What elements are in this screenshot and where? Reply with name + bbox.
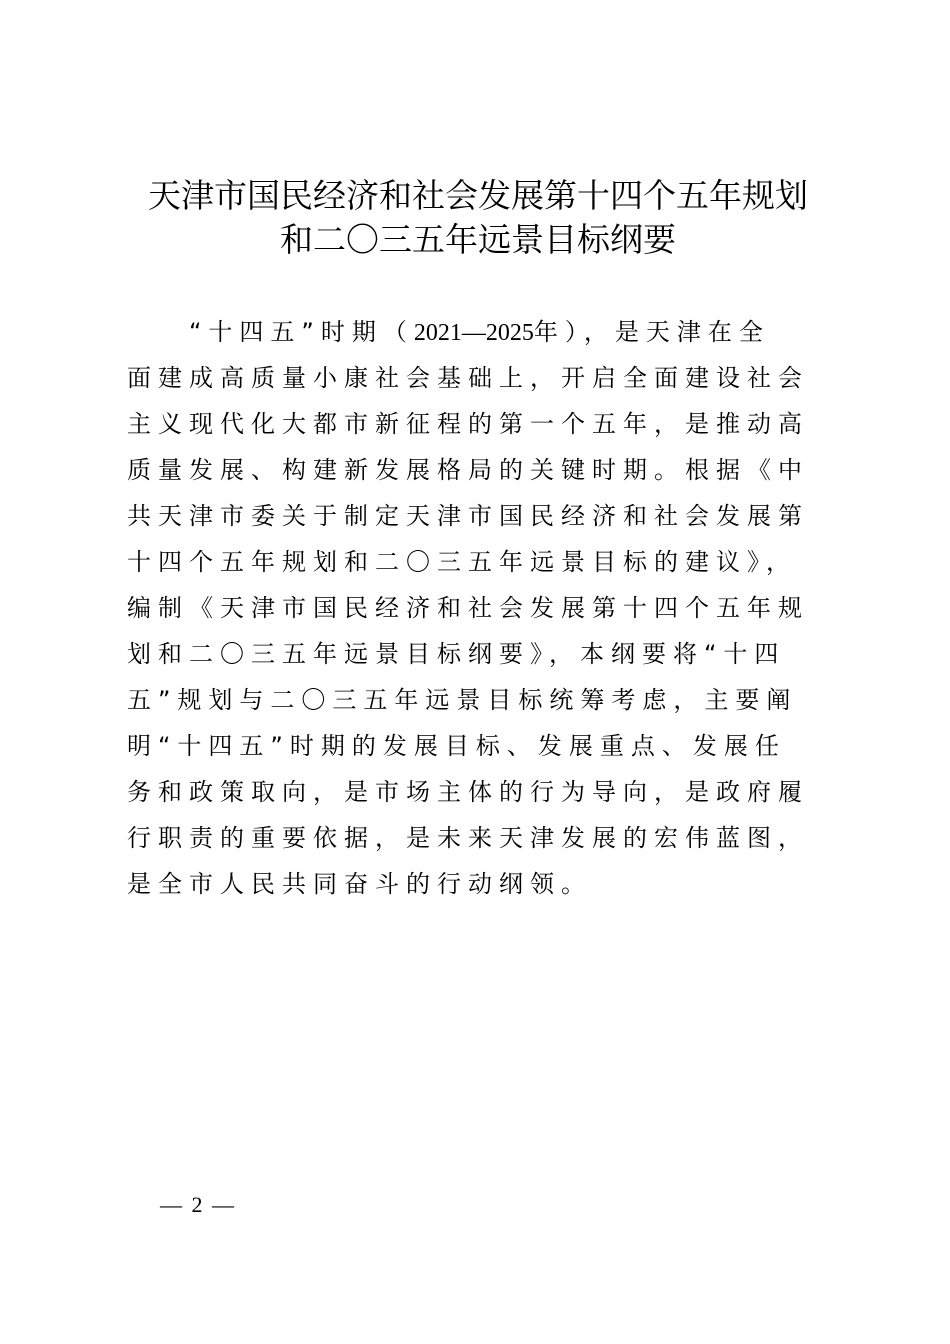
body-paragraph-line-12: 行职责的重要依据，是未来天津发展的宏伟蓝图， [127,824,809,852]
document-title-line-1: 天津市国民经济和社会发展第十四个五年规划 [148,176,808,215]
body-paragraph-line-4: 质量发展、构建新发展格局的关键时期。根据《中 [127,456,809,484]
body-paragraph-line-2: 面建成高质量小康社会基础上，开启全面建设社会 [127,364,809,392]
body-line-1-years: 2021—2025 [413,320,534,346]
body-paragraph-line-8: 划和二〇三五年远景目标纲要》，本纲要将“十四 [127,640,786,668]
body-paragraph-line-9: 五”规划与二〇三五年远景目标统筹考虑，主要阐 [127,686,798,714]
page-number: — 2 — [160,1192,236,1217]
body-paragraph-line-6: 十四个五年规划和二〇三五年远景目标的建议》， [127,548,797,576]
body-paragraph-line-1 [127,309,832,356]
body-paragraph-line-13: 是全市人民共同奋斗的行动纲领。 [127,870,592,898]
body-paragraph-line-5: 共天津市委关于制定天津市国民经济和社会发展第 [127,502,809,530]
body-line-1-prefix: “十四五”时期（ [189,318,414,346]
body-line-1-suffix: 年），是天津在全 [533,318,770,346]
body-paragraph-line-11: 务和政策取向，是市场主体的行为导向，是政府履 [127,778,809,806]
body-paragraph-line-3: 主义现代化大都市新征程的第一个五年，是推动高 [127,410,809,438]
document-title-line-2: 和二〇三五年远景目标纲要 [280,220,676,259]
body-paragraph-line-7: 编制《天津市国民经济和社会发展第十四个五年规 [127,594,809,622]
body-paragraph-line-10: 明“十四五”时期的发展目标、发展重点、发展任 [127,732,786,760]
